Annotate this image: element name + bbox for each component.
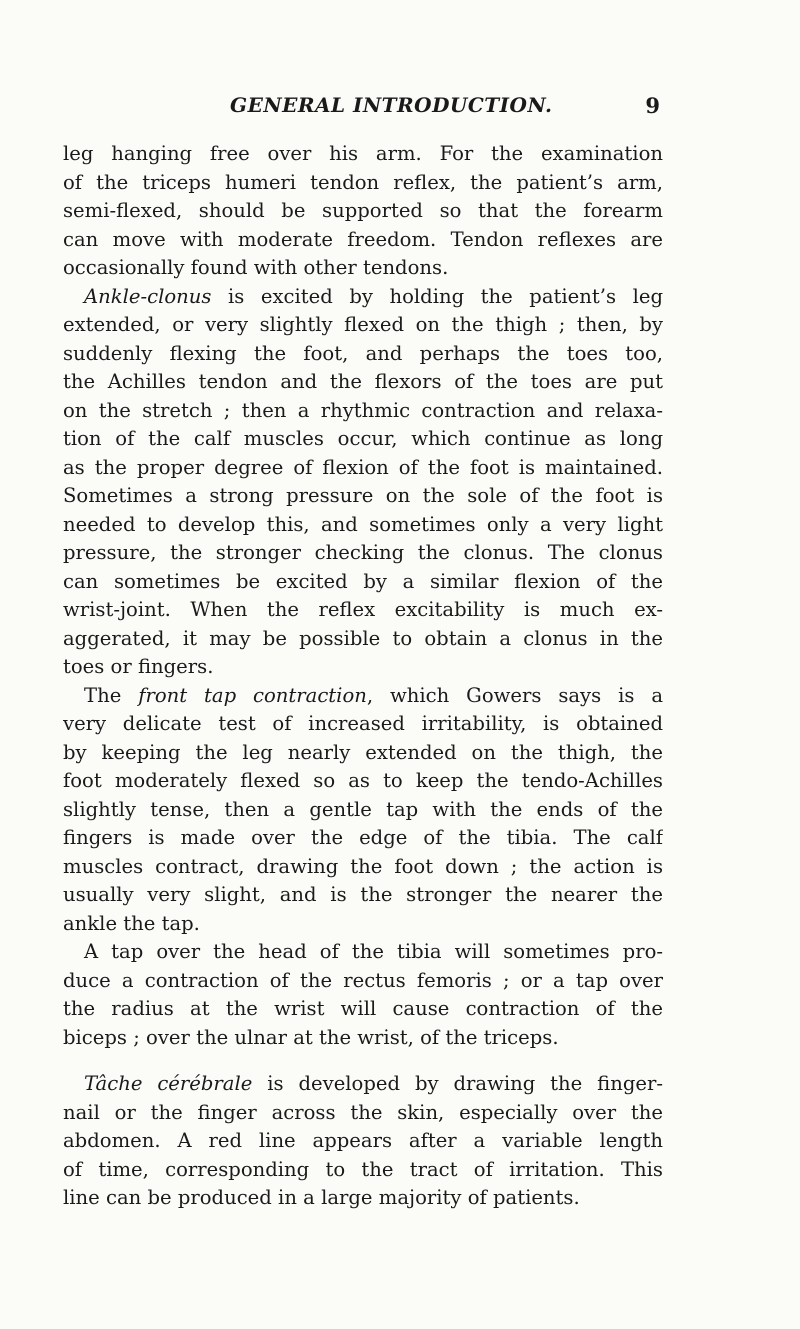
text-line: slightly tense, then a gentle tap with the ends of the [63, 797, 663, 821]
text-line: pressure, the stronger checking the clonus. The clonus [63, 541, 663, 564]
paragraph-2 [63, 283, 663, 682]
text-line: of time, corresponding to the tract of irritation. This [63, 1157, 663, 1181]
text-line: muscles contract, drawing the foot down ; the action is [63, 854, 663, 878]
page-number: 9 [645, 93, 660, 118]
page-header [200, 93, 660, 127]
text-line: line can be produced in a large majority of patients. [63, 1186, 580, 1209]
text-line: Tâche cérébrale is developed by drawing the finger- [84, 1072, 663, 1095]
text-line: ankle the tap. [63, 911, 200, 935]
text-line: duce a contraction of the rectus femoris ; or a tap over [63, 968, 663, 992]
paragraph-4 [63, 938, 663, 1052]
text-line: as the proper degree of flexion of the foot is maintained. [63, 455, 663, 479]
text-line: semi-flexed, should be supported so that the forearm [63, 199, 663, 222]
text-line: needed to develop this, and sometimes only a very light [63, 512, 663, 536]
text-line: of the triceps humeri tendon reflex, the patient’s arm, [63, 170, 663, 194]
paragraph-1 [63, 140, 663, 283]
text-line: aggerated, it may be possible to obtain a clonus in the [63, 626, 663, 650]
text-line: on the stretch ; then a rhythmic contraction and relaxa- [63, 398, 663, 422]
text-line: A tap over the head of the tibia will sometimes pro- [84, 940, 663, 963]
text-line: wrist-joint. When the reflex excitability is much ex- [63, 598, 663, 621]
text-line: the Achilles tendon and the flexors of the toes are put [63, 370, 663, 393]
text-line: leg hanging free over his arm. For the examination [63, 142, 663, 165]
paragraph-3 [63, 682, 663, 939]
text-line: suddenly flexing the foot, and perhaps the toes too, [63, 341, 663, 365]
italic-term: Ankle-clonus [84, 284, 212, 308]
text-line: nail or the finger across the skin, especially over the [63, 1100, 663, 1124]
text-line: abdomen. A red line appears after a variable length [63, 1129, 663, 1152]
text-line: can move with moderate freedom. Tendon reflexes are [63, 227, 663, 251]
paragraph-gap [63, 1052, 663, 1070]
text-line: occasionally found with other tendons. [63, 256, 449, 279]
body-text [63, 140, 663, 1213]
text-line: by keeping the leg nearly extended on the thigh, the [63, 740, 663, 764]
text-line: extended, or very slightly flexed on the thigh ; then, by [63, 313, 663, 336]
text-line: biceps ; over the ulnar at the wrist, of the triceps. [63, 1025, 559, 1049]
text-line: very delicate test of increased irritability, is obtained [63, 712, 663, 735]
text-line: The front tap contraction, which Gowers says is a [84, 683, 663, 707]
italic-term: Tâche cérébrale [84, 1072, 253, 1095]
running-title: GENERAL INTRODUCTION. [230, 93, 553, 117]
paragraph-5 [63, 1070, 663, 1213]
text-line: fingers is made over the edge of the tibia. The calf [63, 826, 663, 849]
text-line: toes or fingers. [63, 655, 214, 678]
text-line: usually very slight, and is the stronger the nearer the [63, 883, 663, 906]
text-line: the radius at the wrist will cause contraction of the [63, 997, 663, 1020]
text-line: foot moderately flexed so as to keep the tendo-Achilles [63, 769, 663, 792]
text-line: tion of the calf muscles occur, which continue as long [63, 427, 663, 450]
italic-term: front tap contraction [138, 683, 367, 707]
text-line: can sometimes be excited by a similar flexion of the [63, 569, 663, 593]
text-line: Sometimes a strong pressure on the sole of the foot is [63, 484, 663, 507]
text-line: Ankle-clonus is excited by holding the patient’s leg [84, 284, 663, 308]
